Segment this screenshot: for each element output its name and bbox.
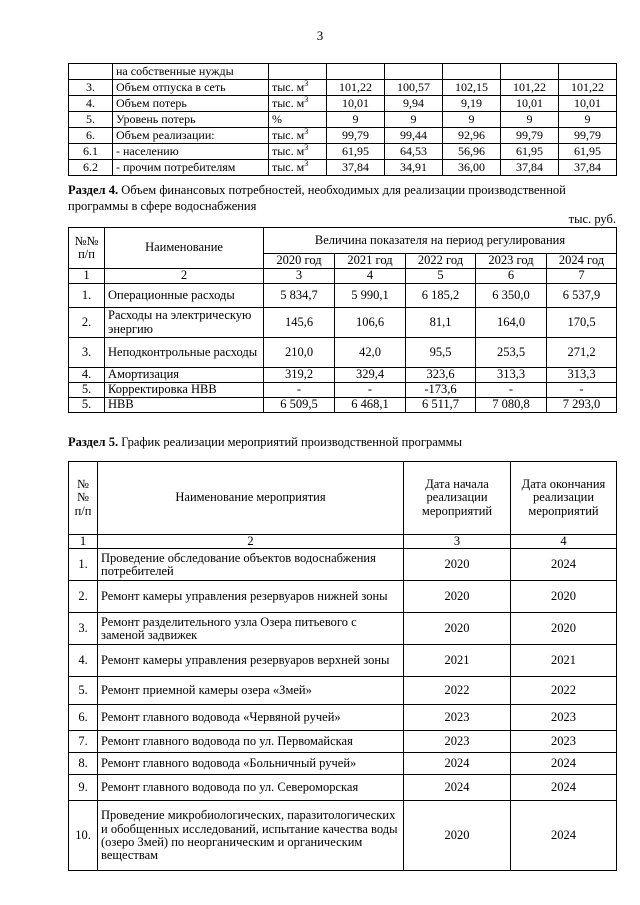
- unit-superscript: 3: [304, 159, 309, 169]
- row-number: 4.: [69, 368, 105, 383]
- row-value: -: [335, 383, 406, 398]
- unit-superscript: 3: [304, 95, 309, 105]
- row-value: 106,6: [335, 308, 406, 338]
- row-value: 6 185,2: [406, 284, 476, 308]
- row-number: 4.: [69, 645, 98, 677]
- row-value: 95,5: [406, 338, 476, 368]
- row-value: 9: [501, 112, 559, 128]
- finance-header-year: 2023 год: [476, 254, 547, 269]
- row-unit: [269, 64, 327, 80]
- activity-end: 2023: [511, 731, 617, 753]
- volume-row: [69, 80, 617, 96]
- row-value: 100,57: [385, 80, 443, 96]
- row-name: Расходы на электрическую энергию: [105, 308, 264, 338]
- unit-superscript: 3: [304, 143, 309, 153]
- row-number: 5.: [69, 112, 113, 128]
- activity-start: 2023: [404, 731, 511, 753]
- finance-column-number: 6: [476, 269, 547, 284]
- activity-start: 2020: [404, 549, 511, 581]
- row-unit: [269, 96, 327, 112]
- row-value: 102,15: [443, 80, 501, 96]
- row-value: 9: [443, 112, 501, 128]
- row-value: 64,53: [385, 144, 443, 160]
- volume-row: [69, 96, 617, 112]
- finance-header-year: 2021 год: [335, 254, 406, 269]
- row-unit: [269, 160, 327, 176]
- activity-row: [69, 645, 617, 677]
- finance-row: [69, 368, 617, 383]
- row-value: 6 509,5: [264, 398, 335, 413]
- row-name: Операционные расходы: [105, 284, 264, 308]
- finance-column-number: 5: [406, 269, 476, 284]
- row-value: 99,79: [559, 128, 617, 144]
- row-value: [559, 64, 617, 80]
- row-value: [501, 64, 559, 80]
- section-5-title: График реализации мероприятий производственной программы: [118, 435, 462, 449]
- volume-row: [69, 144, 617, 160]
- finance-row: [69, 383, 617, 398]
- unit-superscript: 3: [304, 127, 309, 137]
- row-unit: [269, 112, 327, 128]
- activity-name: Ремонт главного водовода «Червяной ручей»: [98, 705, 404, 731]
- activity-start: 2020: [404, 613, 511, 645]
- row-value: 313,3: [547, 368, 617, 383]
- activity-start: 2024: [404, 775, 511, 801]
- row-name: Объем отпуска в сеть: [113, 80, 269, 96]
- section-5-label: Раздел 5.: [68, 435, 119, 449]
- row-number: 5.: [69, 677, 98, 705]
- activity-row: [69, 549, 617, 581]
- unit-text: тыс. м: [272, 96, 305, 111]
- activity-name: Ремонт камеры управления резервуаров верхней зоны: [98, 645, 404, 677]
- row-value: 313,3: [476, 368, 547, 383]
- row-value: [443, 64, 501, 80]
- activity-start: 2020: [404, 581, 511, 613]
- finance-row: [69, 284, 617, 308]
- row-value: -: [476, 383, 547, 398]
- row-number: 5.: [69, 383, 105, 398]
- activity-end: 2024: [511, 753, 617, 775]
- row-value: 9,94: [385, 96, 443, 112]
- activity-row: [69, 613, 617, 645]
- row-value: 9: [385, 112, 443, 128]
- row-value: 10,01: [559, 96, 617, 112]
- row-value: 42,0: [335, 338, 406, 368]
- finance-row: [69, 308, 617, 338]
- row-value: 323,6: [406, 368, 476, 383]
- finance-column-number: 4: [335, 269, 406, 284]
- finance-table: [68, 227, 617, 413]
- row-number: 2.: [69, 581, 98, 613]
- activity-name: Проведение обследование объектов водоснабжения потребителей: [98, 549, 404, 581]
- row-value: 5 990,1: [335, 284, 406, 308]
- activity-row: [69, 731, 617, 753]
- row-value: 37,84: [559, 160, 617, 176]
- row-value: 56,96: [443, 144, 501, 160]
- activity-end: 2021: [511, 645, 617, 677]
- activity-row: [69, 775, 617, 801]
- row-value: 101,22: [501, 80, 559, 96]
- activity-end: 2022: [511, 677, 617, 705]
- unit-text: тыс. м: [272, 80, 305, 95]
- row-unit: [269, 80, 327, 96]
- row-value: 34,91: [385, 160, 443, 176]
- row-number: 6.: [69, 705, 98, 731]
- unit-text: тыс. м: [272, 160, 305, 175]
- row-value: 101,22: [327, 80, 385, 96]
- row-value: -: [264, 383, 335, 398]
- row-number: 9.: [69, 775, 98, 801]
- row-unit: [269, 144, 327, 160]
- row-value: 7 293,0: [547, 398, 617, 413]
- activities-table: [68, 461, 617, 871]
- activity-name: Ремонт камеры управления резервуаров нижней зоны: [98, 581, 404, 613]
- finance-header-year: 2020 год: [264, 254, 335, 269]
- activity-end: 2024: [511, 801, 617, 871]
- finance-header-year: 2022 год: [406, 254, 476, 269]
- unit-text: тыс. м: [272, 128, 305, 143]
- row-value: 319,2: [264, 368, 335, 383]
- volume-row: [69, 64, 617, 80]
- activities-column-number: 2: [98, 535, 404, 549]
- section-5-heading: [68, 434, 616, 450]
- row-number: [69, 64, 113, 80]
- row-number: 3.: [69, 80, 113, 96]
- row-value: 329,4: [335, 368, 406, 383]
- finance-column-number: 3: [264, 269, 335, 284]
- row-value: 37,84: [501, 160, 559, 176]
- activities-header-num: №№ п/п: [69, 462, 98, 535]
- page-number: 3: [316, 28, 324, 43]
- finance-column-number: 2: [105, 269, 264, 284]
- row-number: 5.: [69, 398, 105, 413]
- row-number: 7.: [69, 731, 98, 753]
- activity-start: 2023: [404, 705, 511, 731]
- row-value: 5 834,7: [264, 284, 335, 308]
- row-value: 271,2: [547, 338, 617, 368]
- section-4-units: тыс. руб.: [568, 212, 616, 226]
- activity-start: 2020: [404, 801, 511, 871]
- activity-end: 2024: [511, 549, 617, 581]
- row-number: 10.: [69, 801, 98, 871]
- row-value: 37,84: [327, 160, 385, 176]
- activities-column-number: 1: [69, 535, 98, 549]
- row-value: -173,6: [406, 383, 476, 398]
- volume-row: [69, 160, 617, 176]
- activities-column-number: 3: [404, 535, 511, 549]
- row-name: - населению: [113, 144, 269, 160]
- row-number: 2.: [69, 308, 105, 338]
- row-value: [385, 64, 443, 80]
- row-value: 253,5: [476, 338, 547, 368]
- row-value: -: [547, 383, 617, 398]
- row-value: [327, 64, 385, 80]
- row-number: 1.: [69, 549, 98, 581]
- row-value: 10,01: [327, 96, 385, 112]
- row-value: 92,96: [443, 128, 501, 144]
- row-value: 99,44: [385, 128, 443, 144]
- row-name: Объем реализации:: [113, 128, 269, 144]
- activity-end: 2023: [511, 705, 617, 731]
- row-value: 99,79: [501, 128, 559, 144]
- row-number: 1.: [69, 284, 105, 308]
- row-name: Амортизация: [105, 368, 264, 383]
- finance-row: [69, 338, 617, 368]
- activity-end: 2020: [511, 581, 617, 613]
- activity-row: [69, 801, 617, 871]
- activity-start: 2024: [404, 753, 511, 775]
- row-name: НВВ: [105, 398, 264, 413]
- row-number: 6.2: [69, 160, 113, 176]
- volume-row: [69, 128, 617, 144]
- activity-name: Проведение микробиологических, паразитологических и обобщенных исследований, испытание качества воды (озеро Змей) по неорганическим и органическим веществам: [98, 801, 404, 871]
- activities-header-name: Наименование мероприятия: [98, 462, 404, 535]
- row-value: 61,95: [327, 144, 385, 160]
- row-value: 36,00: [443, 160, 501, 176]
- finance-header-num: №№ п/п: [69, 228, 105, 269]
- activities-header-end: Дата окончания реализации мероприятий: [511, 462, 617, 535]
- row-number: 6.1: [69, 144, 113, 160]
- row-value: 61,95: [501, 144, 559, 160]
- activity-row: [69, 705, 617, 731]
- volume-table: [68, 63, 617, 176]
- activity-name: Ремонт приемной камеры озера «Змей»: [98, 677, 404, 705]
- activity-row: [69, 677, 617, 705]
- row-value: 10,01: [501, 96, 559, 112]
- row-value: 6 468,1: [335, 398, 406, 413]
- finance-column-number: 7: [547, 269, 617, 284]
- row-value: 7 080,8: [476, 398, 547, 413]
- row-number: 3.: [69, 613, 98, 645]
- row-name: на собственные нужды: [113, 64, 269, 80]
- activity-start: 2021: [404, 645, 511, 677]
- row-value: 101,22: [559, 80, 617, 96]
- activity-row: [69, 581, 617, 613]
- activity-end: 2024: [511, 775, 617, 801]
- row-name: Корректировка НВВ: [105, 383, 264, 398]
- row-value: 210,0: [264, 338, 335, 368]
- section-4-label: Раздел 4.: [68, 183, 119, 197]
- row-number: 3.: [69, 338, 105, 368]
- unit-text: %: [272, 112, 282, 127]
- row-unit: [269, 128, 327, 144]
- row-value: 170,5: [547, 308, 617, 338]
- row-value: 61,95: [559, 144, 617, 160]
- activity-name: Ремонт главного водовода по ул. Североморская: [98, 775, 404, 801]
- activities-column-number: 4: [511, 535, 617, 549]
- activity-name: Ремонт разделительного узла Озера питьевого с заменой задвижек: [98, 613, 404, 645]
- finance-header-group: Величина показателя на период регулирования: [264, 228, 617, 254]
- finance-header-year: 2024 год: [547, 254, 617, 269]
- finance-row: [69, 398, 617, 413]
- row-value: 164,0: [476, 308, 547, 338]
- section-4-heading: [68, 182, 616, 214]
- row-name: Неподконтрольные расходы: [105, 338, 264, 368]
- row-value: 9: [327, 112, 385, 128]
- row-name: Уровень потерь: [113, 112, 269, 128]
- row-value: 9,19: [443, 96, 501, 112]
- row-value: 6 350,0: [476, 284, 547, 308]
- activity-row: [69, 753, 617, 775]
- row-number: 6.: [69, 128, 113, 144]
- section-4-title: Объем финансовых потребностей, необходимых для реализации производственной программы в сфере водоснабжения: [68, 183, 566, 213]
- finance-column-number: 1: [69, 269, 105, 284]
- unit-text: тыс. м: [272, 144, 305, 159]
- row-value: 6 537,9: [547, 284, 617, 308]
- activity-name: Ремонт главного водовода по ул. Первомайская: [98, 731, 404, 753]
- row-value: 9: [559, 112, 617, 128]
- row-value: 81,1: [406, 308, 476, 338]
- volume-row: [69, 112, 617, 128]
- activity-end: 2020: [511, 613, 617, 645]
- activity-name: Ремонт главного водовода «Больничный ручей»: [98, 753, 404, 775]
- activity-start: 2022: [404, 677, 511, 705]
- row-name: Объем потерь: [113, 96, 269, 112]
- row-number: 4.: [69, 96, 113, 112]
- row-value: 145,6: [264, 308, 335, 338]
- row-value: 99,79: [327, 128, 385, 144]
- row-value: 6 511,7: [406, 398, 476, 413]
- row-number: 8.: [69, 753, 98, 775]
- row-name: - прочим потребителям: [113, 160, 269, 176]
- activities-header-start: Дата начала реализации мероприятий: [404, 462, 511, 535]
- unit-superscript: 3: [304, 79, 309, 89]
- finance-header-name: Наименование: [105, 228, 264, 269]
